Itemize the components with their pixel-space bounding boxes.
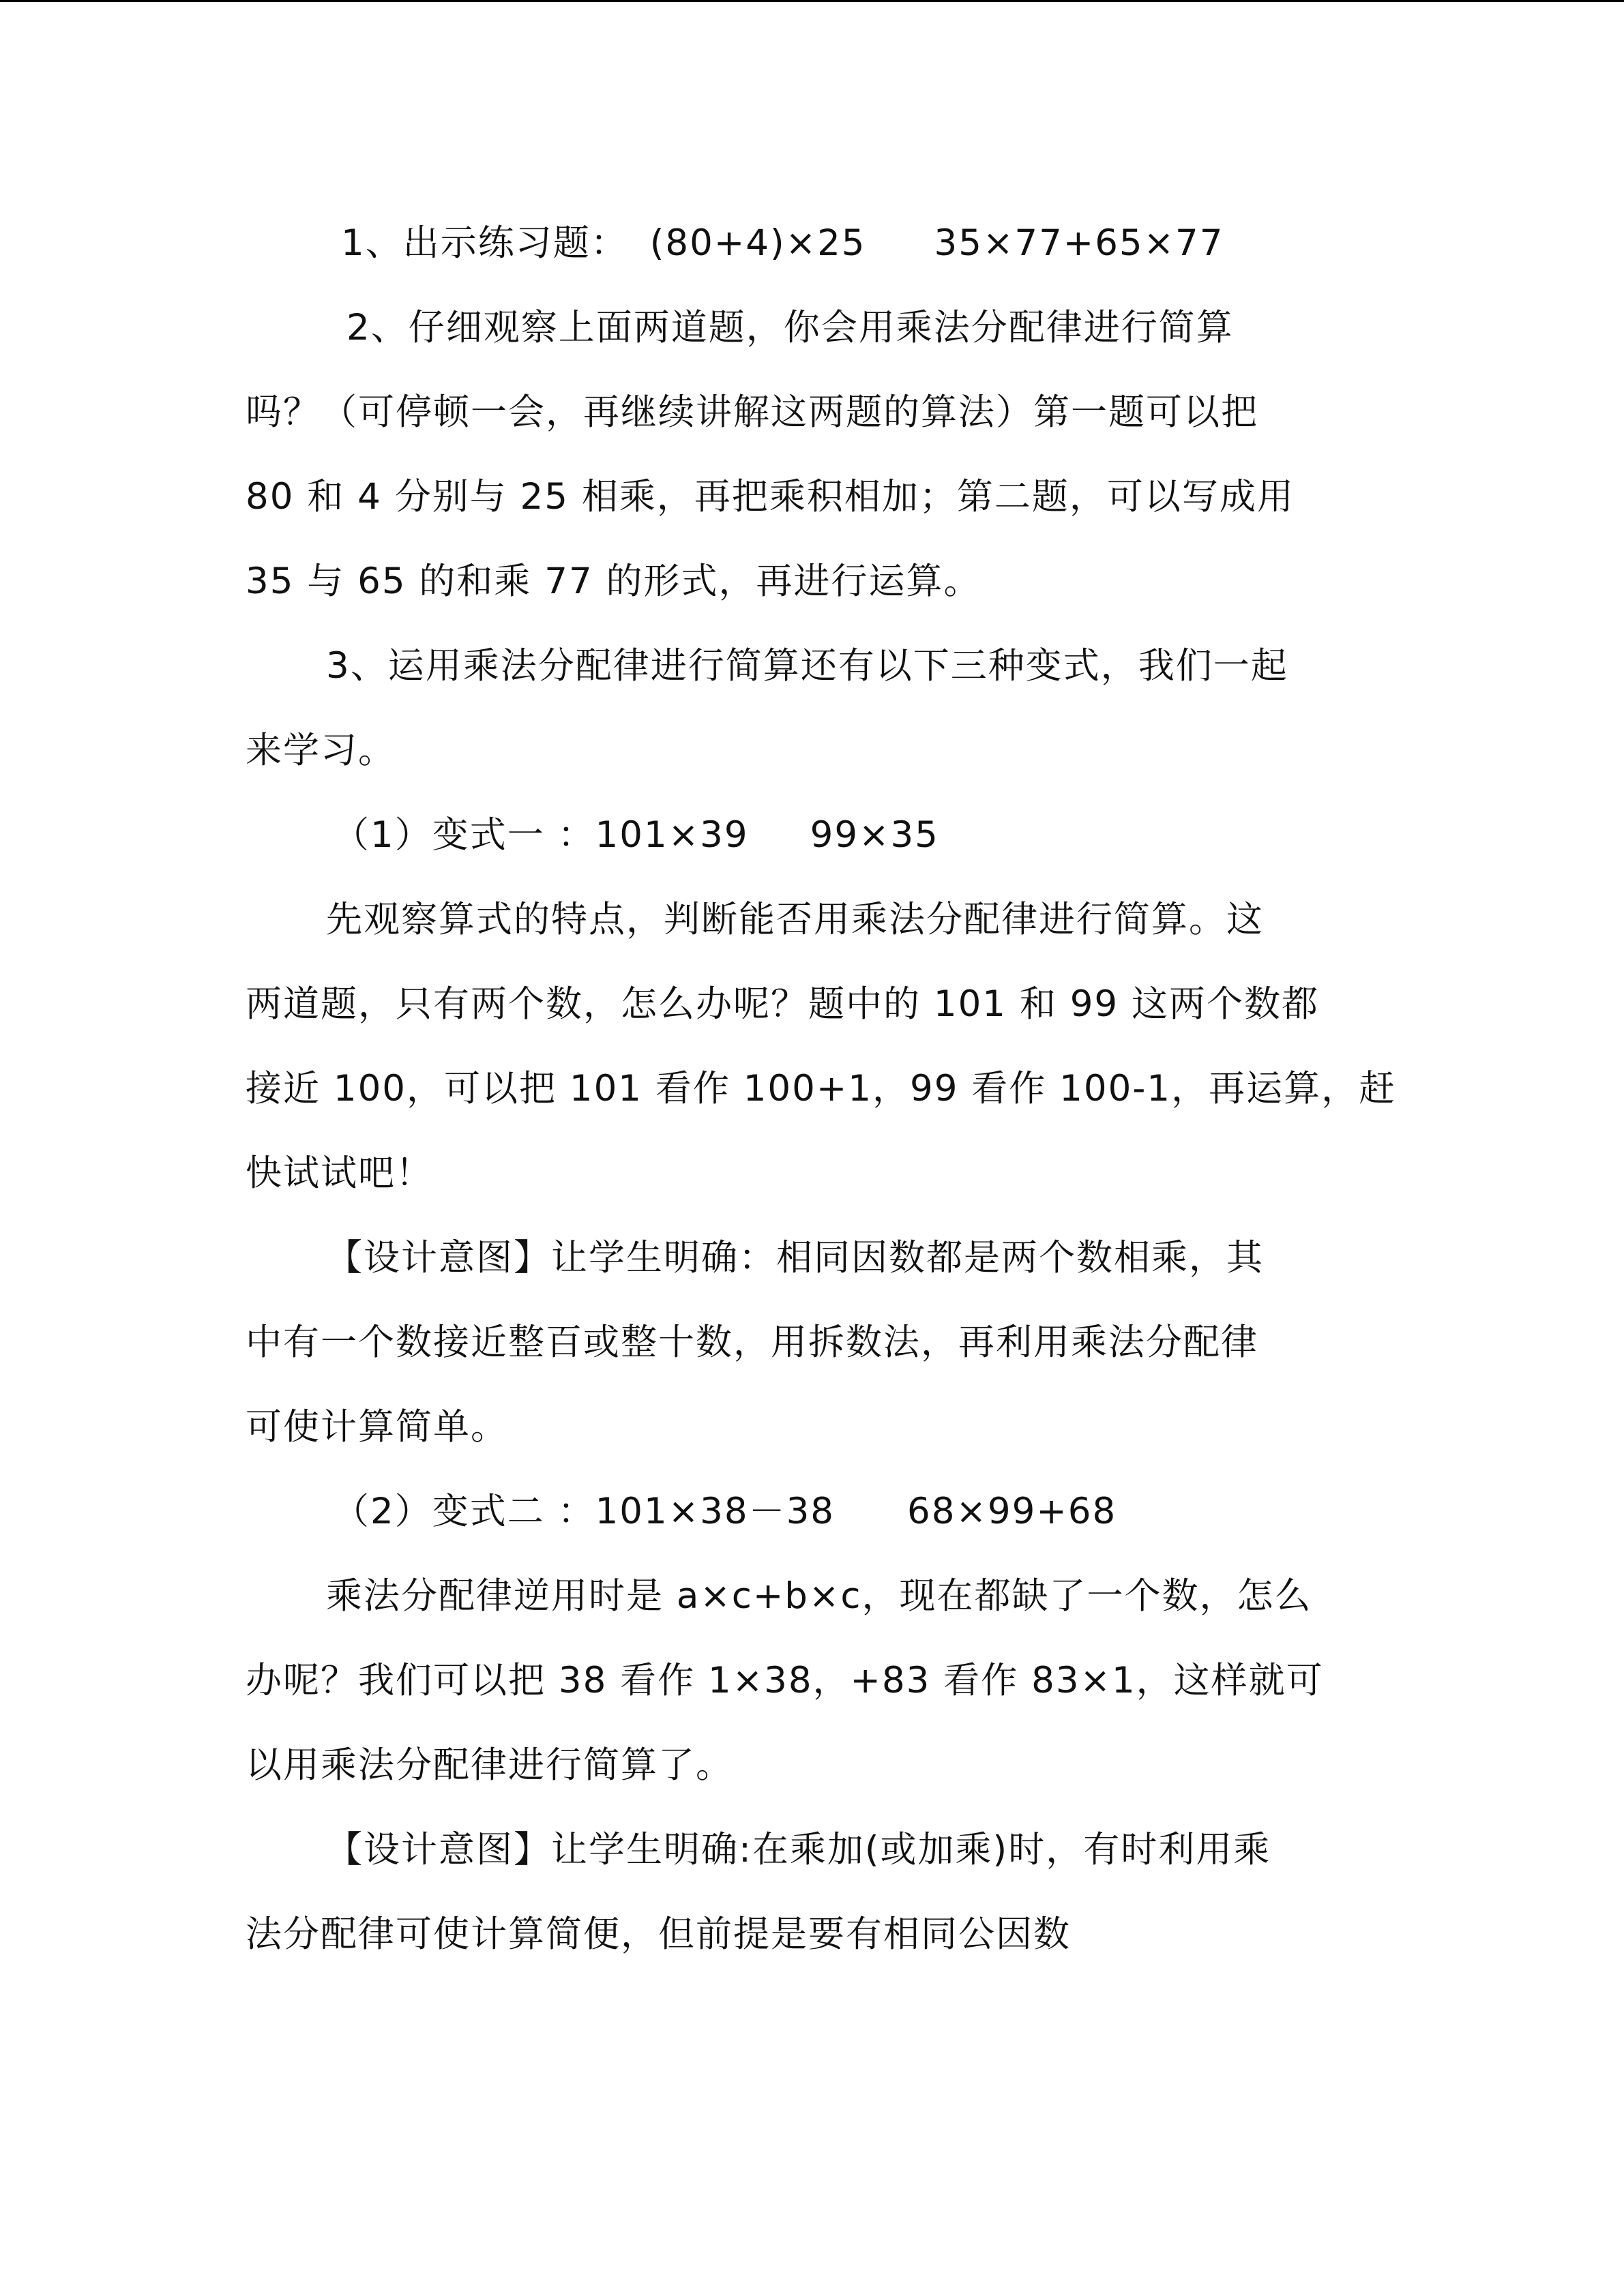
exercise-label: 1、出示练习题：	[341, 222, 628, 264]
exercise-expr-2: 35×77+65×77	[934, 222, 1224, 264]
paragraph-4-line-2: 两道题，只有两个数，怎么办呢？题中的 101 和 99 这两个数都	[246, 983, 1319, 1025]
design-intent-2-line-1: 【设计意图】让学生明确:在乘加(或加乘)时，有时利用乘	[326, 1829, 1271, 1870]
variant-2-label: （2）变式二 ：	[333, 1491, 595, 1532]
design-intent-2-line-2: 法分配律可使计算简便，但前提是要有相同公因数	[246, 1913, 1071, 1955]
paragraph-4-line-1: 先观察算式的特点，判断能否用乘法分配律进行简算。这	[326, 899, 1264, 940]
paragraph-2-line-3: 80 和 4 分别与 25 相乘，再把乘积相加；第二题，可以写成用	[246, 476, 1295, 518]
paragraph-2-line-2: 吗？（可停顿一会，再继续讲解这两题的算法）第一题可以把	[246, 391, 1258, 433]
paragraph-4-line-3: 接近 100，可以把 101 看作 100+1，99 看作 100-1，再运算，赶	[246, 1068, 1397, 1109]
document-page	[246, 201, 1397, 1977]
exercise-line	[246, 201, 1378, 286]
exercise-expr-1: (80+4)×25	[649, 222, 866, 264]
paragraph-2-line-1: 2、仔细观察上面两道题，你会用乘法分配律进行简算	[346, 307, 1234, 348]
variant-1-expr-2: 99×35	[810, 814, 939, 856]
paragraph-2-line-4: 35 与 65 的和乘 77 的形式，再进行运算。	[246, 561, 981, 602]
variant-1-line	[246, 793, 1378, 878]
paragraph-3-line-1: 3、运用乘法分配律进行简算还有以下三种变式，我们一起	[326, 645, 1288, 687]
paragraph-6-line-2: 办呢？我们可以把 38 看作 1×38，+83 看作 83×1，这样就可	[246, 1660, 1324, 1701]
variant-2-line	[246, 1470, 1378, 1554]
design-intent-1-line-2: 中有一个数接近整百或整十数，用拆数法，再利用乘法分配律	[246, 1322, 1258, 1363]
variant-2-expr-1: 101×38－38	[595, 1491, 836, 1532]
paragraph-4-line-4: 快试试吧！	[246, 1152, 433, 1194]
page-top-border	[0, 0, 1624, 2]
variant-2-expr-2: 68×99+68	[907, 1491, 1117, 1532]
paragraph-6-line-1: 乘法分配律逆用时是 a×c+b×c，现在都缺了一个数，怎么	[326, 1575, 1312, 1617]
paragraph-3-line-2: 来学习。	[246, 730, 396, 771]
variant-1-expr-1: 101×39	[595, 814, 749, 856]
variant-1-label: （1）变式一 ：	[333, 814, 595, 856]
design-intent-1-line-1: 【设计意图】让学生明确：相同因数都是两个数相乘，其	[326, 1237, 1264, 1279]
paragraph-6-line-3: 以用乘法分配律进行简算了。	[246, 1744, 733, 1786]
design-intent-1-line-3: 可使计算简单。	[246, 1406, 508, 1448]
